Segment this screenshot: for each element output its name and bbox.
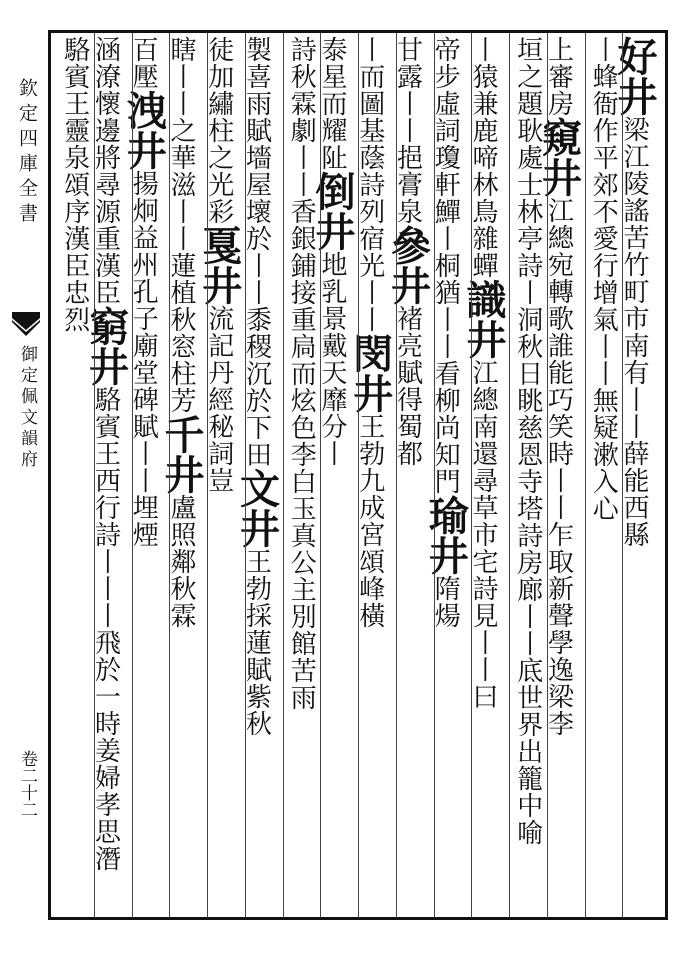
column-rule — [471, 33, 472, 917]
text-column — [120, 36, 168, 916]
text-column — [158, 36, 205, 916]
column-rule — [207, 33, 208, 917]
entry-headword: 瑜井 — [422, 495, 470, 575]
text-column — [82, 36, 130, 916]
entry-text: 流記丹經秘詞豈 — [203, 305, 234, 494]
entry-text: 帝步虛詞瓊軒鱓丨桐猶丨丨看柳尚知門 — [430, 36, 461, 495]
entry-headword: 戛井 — [195, 225, 243, 305]
column-rule — [320, 33, 321, 917]
column-rule — [358, 33, 359, 917]
entry-headword: 窮井 — [82, 306, 130, 386]
entry-headword: 倒井 — [309, 171, 356, 251]
entry-text: 江總南還尋草市宅詩見丨丨曰 — [468, 359, 498, 710]
column-rule — [132, 33, 133, 917]
entry-text: 垣之題耿處士林亭詩丨洞秋日眺慈恩寺塔詩房廊丨丨底世界出籠中喻 — [512, 36, 543, 846]
fish-tail-mark-icon — [10, 310, 42, 340]
entry-text: 丨而圖基蔭詩列宿光丨丨 — [354, 36, 385, 333]
entry-text: 涵潦懷邊將尋源重漢臣 — [90, 36, 121, 306]
entry-headword: 識井 — [460, 279, 507, 359]
entry-headword: 參井 — [384, 225, 432, 305]
column-rule — [434, 33, 435, 917]
column-rule — [396, 33, 397, 917]
entry-headword: 千井 — [158, 414, 205, 494]
text-column — [611, 36, 658, 916]
text-column — [511, 36, 545, 916]
text-column — [384, 36, 432, 916]
column-rule — [169, 33, 170, 917]
entry-text: 江總宛轉歌誰能巧笑時丨丨乍取新聲學逸梁李 — [543, 197, 574, 737]
entry-headword: 文井 — [233, 468, 281, 548]
entry-text: 瞎丨丨之華滋丨丨蓮植秋窓柱芳 — [166, 36, 196, 414]
text-column — [422, 36, 470, 916]
column-rule — [94, 33, 95, 917]
entry-text: 王勃九成宮頌峰橫 — [354, 413, 385, 629]
entry-headword: 好井 — [611, 36, 658, 116]
text-column — [195, 36, 243, 916]
entry-text: 徒加繡柱之光彩 — [203, 36, 234, 225]
entry-text: 王勃採蓮賦紫秋 — [241, 548, 272, 737]
entry-text: 甘露丨丨挹膏泉 — [392, 36, 423, 225]
text-column — [535, 36, 583, 916]
column-rule — [585, 33, 586, 917]
text-column — [58, 36, 92, 916]
page-margin-strip — [0, 30, 48, 920]
entry-headword: 洩井 — [120, 90, 168, 170]
column-rule — [547, 33, 548, 917]
entry-text: 丨猿兼鹿啼林鳥雜蟬 — [468, 36, 498, 279]
column-rule — [283, 33, 284, 917]
text-column — [233, 36, 281, 916]
entry-headword: 窺井 — [535, 117, 583, 197]
entry-text: 梁江陵謠苦竹町市南有丨丨薛能西縣 — [619, 116, 649, 548]
entry-text: 上審房 — [543, 36, 574, 117]
text-column — [309, 36, 356, 916]
book-title: 欽定四庫全書 — [16, 78, 38, 228]
text-column — [587, 36, 621, 916]
entry-text: 隋煬 — [430, 575, 461, 629]
column-rule — [509, 33, 510, 917]
entry-text: 泰星而耀阯 — [317, 36, 347, 171]
text-column — [346, 36, 394, 916]
text-column — [460, 36, 507, 916]
entry-text: 駱賓王西行詩丨丨丨飛於一時姜婦孝思潛 — [90, 386, 121, 872]
entry-text: 駱賓王靈泉頌序漢臣忠烈 — [59, 36, 90, 333]
section-title: 御定佩文韻府 — [17, 345, 37, 471]
entry-text: 百壓 — [128, 36, 159, 90]
entry-text: 揚炯益州孔子廟堂碑賦丨丨埋煙 — [128, 170, 159, 548]
column-rule — [622, 33, 623, 917]
entry-text: 盧照鄰秋霖 — [166, 494, 196, 629]
entry-text: 地乳景戴天靡分丨 — [317, 251, 347, 467]
folio-number: 卷二十二 — [17, 750, 37, 818]
entry-text: 詩秋霖劇丨丨香銀鋪接重扃而炫色李白玉真公主別館苦雨 — [286, 36, 317, 711]
entry-text: 丨蜂衙作平郊不愛行增氣丨丨無疑漱入心 — [588, 36, 619, 522]
text-column — [285, 36, 319, 916]
column-rule — [245, 33, 246, 917]
entry-text: 製喜雨賦墻屋壞於丨丨黍稷沉於下田 — [241, 36, 272, 468]
entry-headword: 閔井 — [346, 333, 394, 413]
entry-text: 褚亮賦得蜀都 — [392, 305, 423, 467]
